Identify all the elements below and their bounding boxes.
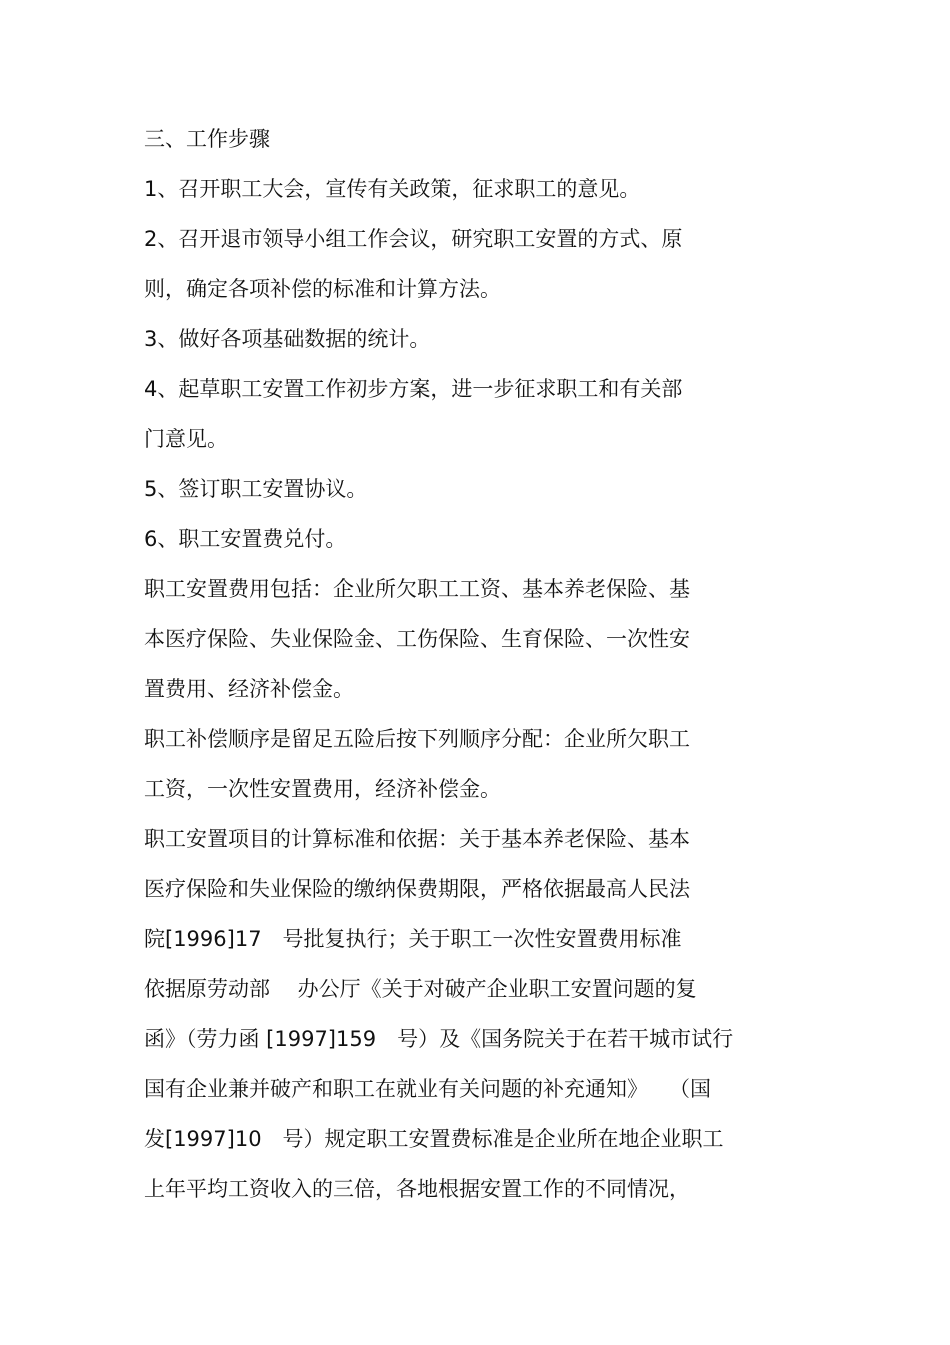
text-line: 函》（劳力函 [1997]159 号）及《国务院关于在若干城市试行 bbox=[144, 1027, 734, 1051]
text-line: 工资，一次性安置费用，经济补偿金。 bbox=[144, 777, 501, 801]
text-line: 发[1997]10 号）规定职工安置费标准是企业所在地企业职工 bbox=[144, 1127, 724, 1151]
text-line: 1、召开职工大会，宣传有关政策，征求职工的意见。 bbox=[144, 177, 641, 201]
text-line: 国有企业兼并破产和职工在就业有关问题的补充通知》 （国 bbox=[144, 1077, 711, 1101]
text-line: 上年平均工资收入的三倍，各地根据安置工作的不同情况， bbox=[144, 1177, 690, 1201]
text-line: 依据原劳动部 办公厅《关于对破产企业职工安置问题的复 bbox=[144, 977, 697, 1001]
text-line: 4、起草职工安置工作初步方案，进一步征求职工和有关部 bbox=[144, 377, 683, 401]
text-line: 院[1996]17 号批复执行；关于职工一次性安置费用标准 bbox=[144, 927, 682, 951]
section-heading: 三、工作步骤 bbox=[144, 127, 270, 151]
text-line: 职工安置项目的计算标准和依据：关于基本养老保险、基本 bbox=[144, 827, 690, 851]
text-line: 职工补偿顺序是留足五险后按下列顺序分配：企业所欠职工 bbox=[144, 727, 690, 751]
text-line: 2、召开退市领导小组工作会议，研究职工安置的方式、原 bbox=[144, 227, 683, 251]
text-line: 置费用、经济补偿金。 bbox=[144, 677, 354, 701]
text-line: 职工安置费用包括：企业所欠职工工资、基本养老保险、基 bbox=[144, 577, 690, 601]
text-line: 医疗保险和失业保险的缴纳保费期限，严格依据最高人民法 bbox=[144, 877, 690, 901]
text-line: 则，确定各项补偿的标准和计算方法。 bbox=[144, 277, 501, 301]
text-line: 6、职工安置费兑付。 bbox=[144, 527, 347, 551]
text-line: 门意见。 bbox=[144, 427, 228, 451]
text-line: 5、签订职工安置协议。 bbox=[144, 477, 368, 501]
text-line: 3、做好各项基础数据的统计。 bbox=[144, 327, 431, 351]
document-body bbox=[144, 121, 844, 1221]
text-line: 本医疗保险、失业保险金、工伤保险、生育保险、一次性安 bbox=[144, 627, 690, 651]
